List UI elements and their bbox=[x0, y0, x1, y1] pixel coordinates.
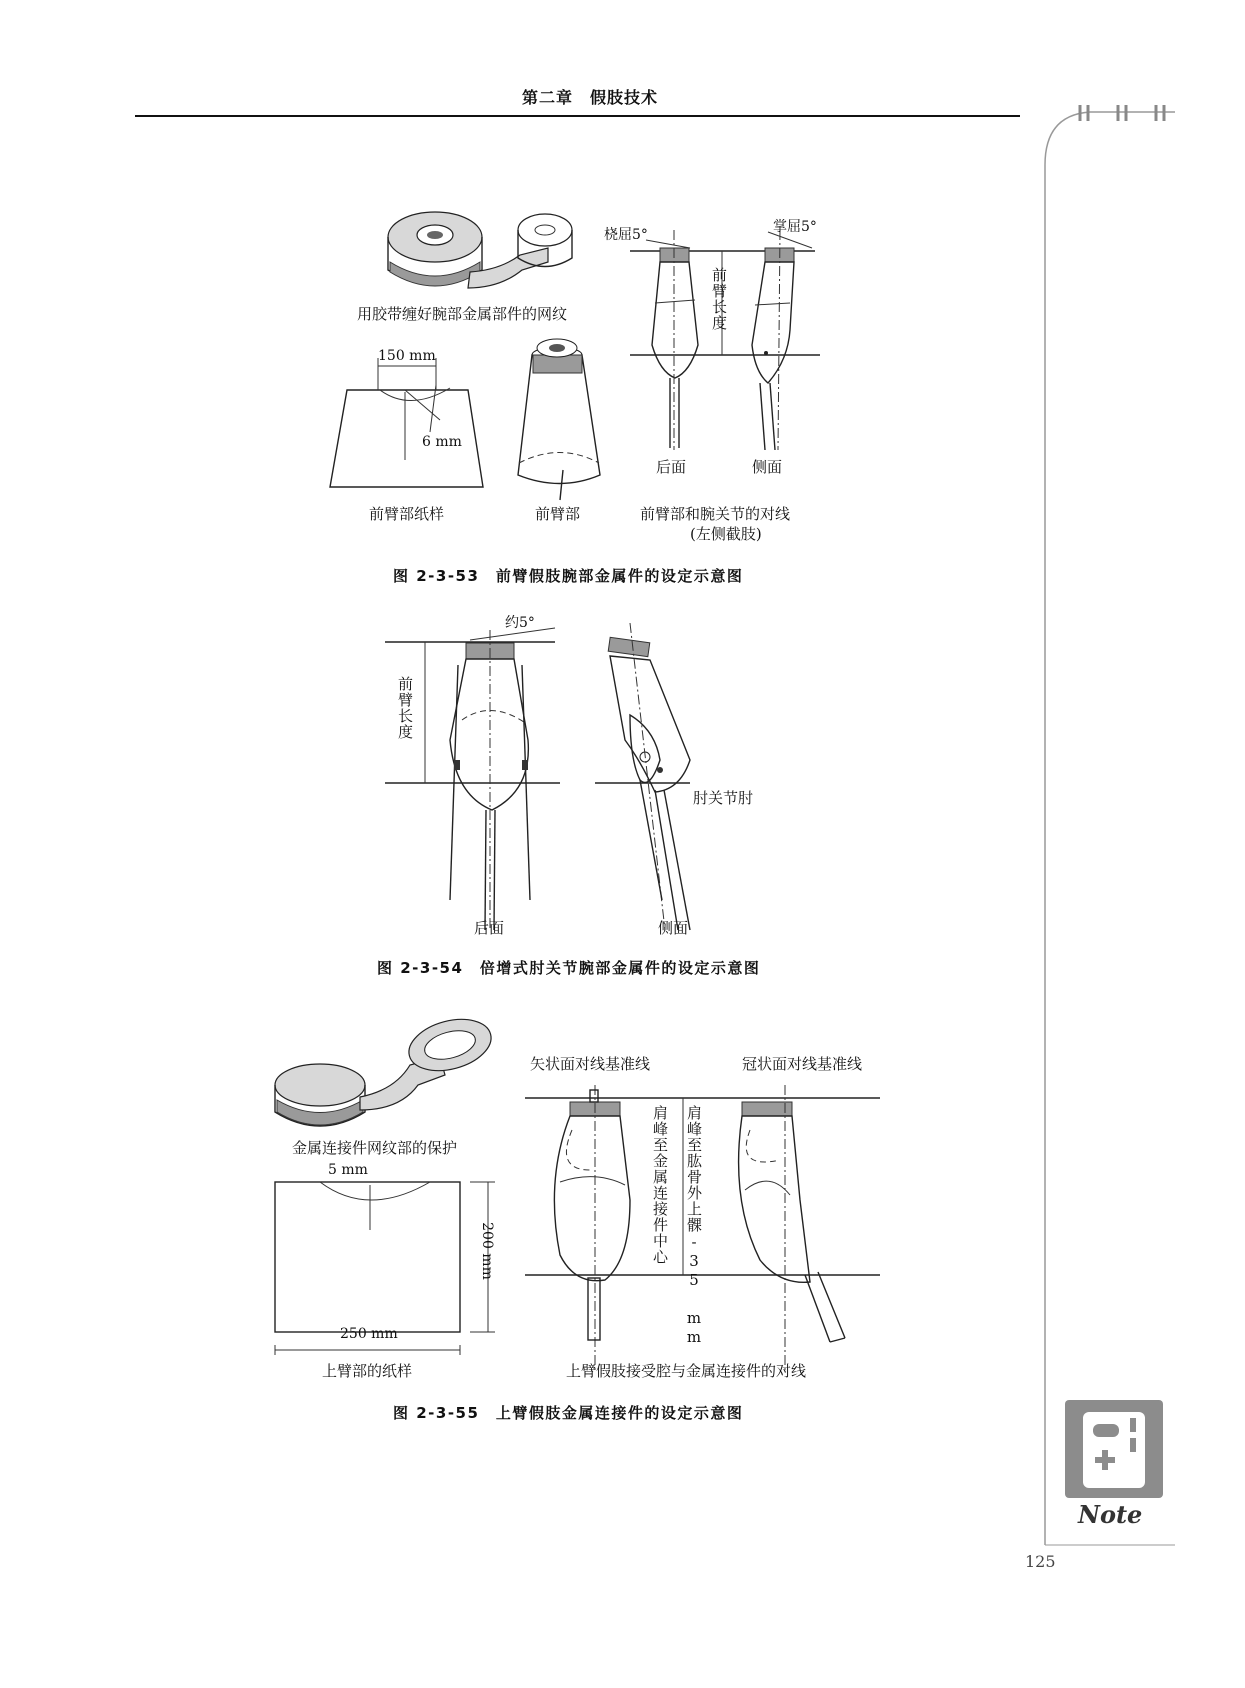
label-forearm-length: 前臂长度 bbox=[710, 267, 728, 331]
label-alignment: 前臂部和腕关节的对线 bbox=[640, 505, 791, 523]
label-approx-angle: 约5° bbox=[505, 615, 535, 631]
label-forearm: 前臂部 bbox=[535, 505, 581, 523]
caption-fig54: 图 2-3-54 倍增式肘关节腕部金属件的设定示意图 bbox=[377, 959, 761, 977]
fig54-drawing bbox=[385, 623, 690, 930]
caption-fig55: 图 2-3-55 上臂假肢金属连接件的设定示意图 bbox=[393, 1404, 744, 1422]
caption-fig53: 图 2-3-53 前臂假肢腕部金属件的设定示意图 bbox=[393, 567, 744, 585]
label-acromion-to-epicondyle: 肩峰至肱骨外上髁-35 mm bbox=[685, 1105, 703, 1347]
note-icon bbox=[1065, 1400, 1163, 1498]
note-label: Note bbox=[1078, 1500, 1143, 1529]
label-socket-alignment: 上臂假肢接受腔与金属连接件的对线 bbox=[566, 1362, 807, 1380]
label-back-view-2: 后面 bbox=[474, 919, 505, 937]
running-header: 第二章 假肢技术 bbox=[521, 88, 658, 107]
label-elbow-joint: 肘关节肘 bbox=[693, 789, 754, 807]
label-mesh-protection: 金属连接件网纹部的保护 bbox=[292, 1139, 458, 1157]
label-acromion-to-center: 肩峰至金属连接件中心 bbox=[651, 1105, 669, 1265]
label-150mm: 150 mm bbox=[378, 348, 436, 364]
label-sagittal-line: 矢状面对线基准线 bbox=[530, 1055, 651, 1073]
label-side-view-2: 侧面 bbox=[658, 919, 689, 937]
label-palmar-flexion: 掌屈5° bbox=[773, 219, 817, 235]
label-radial-flexion: 桡屈5° bbox=[604, 227, 648, 243]
label-back-view: 后面 bbox=[656, 458, 687, 476]
label-250mm: 250 mm bbox=[340, 1326, 398, 1342]
label-forearm-template: 前臂部纸样 bbox=[369, 505, 445, 523]
label-coronal-line: 冠状面对线基准线 bbox=[742, 1055, 863, 1073]
label-forearm-length-2: 前臂长度 bbox=[396, 676, 414, 740]
label-left-amputation: (左侧截肢) bbox=[690, 525, 762, 543]
label-200mm: 200 mm bbox=[478, 1222, 495, 1280]
label-6mm: 6 mm bbox=[422, 434, 462, 450]
label-5mm: 5 mm bbox=[328, 1162, 368, 1178]
label-wrap-tape: 用胶带缠好腕部金属部件的网纹 bbox=[357, 305, 568, 323]
margin-decoration bbox=[1045, 105, 1175, 1545]
page-number: 125 bbox=[1025, 1552, 1056, 1571]
label-side-view: 侧面 bbox=[752, 458, 783, 476]
label-upperarm-template: 上臂部的纸样 bbox=[322, 1362, 413, 1380]
